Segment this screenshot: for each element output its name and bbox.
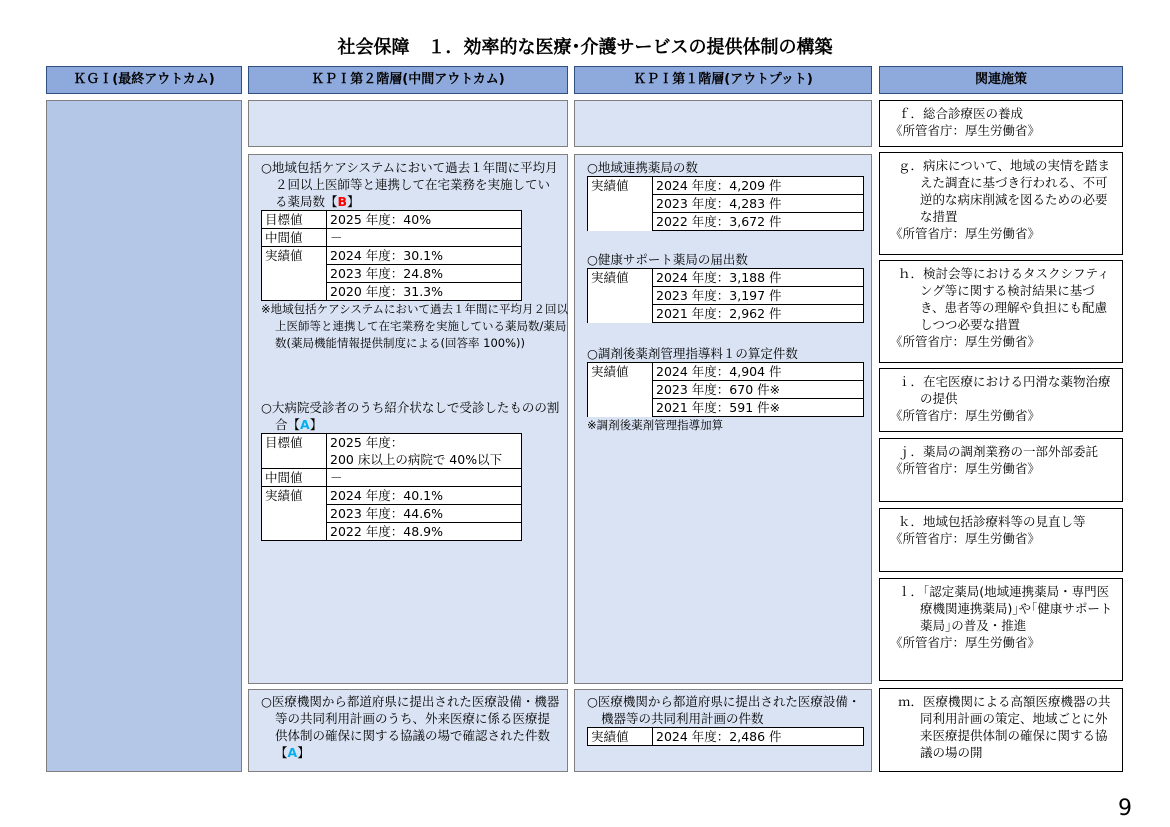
kpi1-item-health-support-pharmacies	[587, 251, 867, 323]
kpi-value-table: 実績値 2024 年度：3,188 件 2023 年度：3,197 件 2021 年度：2,962 件	[587, 268, 864, 323]
measure-k: ｋ．地域包括診療料等の見直し等 《所管省庁：厚生労働省》	[879, 508, 1123, 572]
kpi-heading: ○調剤後薬剤管理指導料１の算定件数	[587, 346, 798, 361]
kpi-heading: ○地域連携薬局の数	[587, 160, 698, 175]
kpi1-panel-middle	[574, 154, 872, 684]
measure-l: ｌ．｢認定薬局(地域連携薬局・専門医療機関連携薬局)｣や｢健康サポート薬局｣の普及・推進 《所管省庁：厚生労働省》	[879, 578, 1123, 681]
kpi-value-table: 目標値 2025 年度：40% 中間値 － 実績値 2024 年度：30.1% 2023 年度：24.8% 2020 年度：31.3%	[261, 210, 522, 301]
measure-f: ｆ．総合診療医の養成 《所管省庁：厚生労働省》	[879, 100, 1123, 147]
kpi-heading: ○地域包括ケアシステムにおいて過去１年間に平均月２回以上医師等と連携して在宅業務を実施している薬局数【B】	[261, 160, 558, 209]
kpi-heading: ○医療機関から都道府県に提出された医療設備・機器等の共同利用計画の件数	[587, 694, 861, 726]
page-title: 社会保障 １．効率的な医療･介護サービスの提供体制の構築	[337, 37, 833, 58]
kpi-note: ※地域包括ケアシステムにおいて過去１年間に平均月２回以上医師等と連携して在宅業務を実施している薬局数/薬局数(薬局機能情報提供制度による(回答率 100%))	[261, 302, 569, 350]
kpi2-item-home-care-pharmacies	[261, 159, 569, 352]
kpi-value-table: 実績値 2024 年度：4,904 件 2023 年度：670 件※ 2021 年度：591 件※	[587, 362, 864, 417]
page-number: 9	[1118, 796, 1132, 821]
kpi1-item-shared-equipment	[587, 693, 867, 746]
kpi-heading: ○健康サポート薬局の届出数	[587, 252, 748, 267]
header-kpi2: ＫＰＩ第２階層(中間アウトカム)	[248, 66, 568, 94]
kpi2-item-shared-equipment: ○医療機関から都道府県に提出された医療設備・機器等の共同利用計画のうち、外来医療に係る医療提供体制の確保に関する協議の場で確認された件数【A】	[261, 694, 560, 760]
grade-badge: B	[337, 194, 348, 209]
kpi-value-table: 実績値 2024 年度：4,209 件 2023 年度：4,283 件 2022 年度：3,672 件	[587, 176, 864, 231]
header-kpi1: ＫＰＩ第１階層(アウトプット)	[574, 66, 872, 94]
measure-g: ｇ．病床について、地域の実情を踏まえた調査に基づき行われる、不可逆的な病床削減を図るための必要な措置 《所管省庁：厚生労働省》	[879, 152, 1123, 255]
kpi-heading: ○大病院受診者のうち紹介状なしで受診したものの割合【A】	[261, 400, 560, 432]
kpi-value-table: 実績値 2024 年度：2,486 件	[587, 727, 864, 746]
kpi1-panel-top	[574, 100, 872, 147]
kpi1-item-regional-pharmacies	[587, 159, 867, 231]
kpi1-panel-bottom	[574, 689, 872, 772]
kpi-value-table: 目標値 2025 年度： 200 床以上の病院で 40%以下 中間値 － 実績値 2024 年度：40.1% 2023 年度：44.6% 2022 年度：48.9%	[261, 433, 522, 541]
measure-h: ｈ．検討会等におけるタスクシフティング等に関する検討結果に基づき、患者等の理解や負担にも配慮しつつ必要な措置 《所管省庁：厚生労働省》	[879, 260, 1123, 363]
measure-m: ｍ．医療機関による高額医療機器の共同利用計画の策定、地域ごとに外来医療提供体制の確保に関する協議の場の開	[879, 688, 1123, 772]
grade-badge: A	[300, 417, 310, 432]
measure-i: ｉ．在宅医療における円滑な薬物治療の提供 《所管省庁：厚生労働省》	[879, 368, 1123, 432]
kgi-column	[46, 100, 242, 772]
grade-badge: A	[287, 745, 298, 760]
header-kgi: ＫＧＩ(最終アウトカム)	[46, 66, 242, 94]
kpi-note: ※調剤後薬剤管理指導加算	[587, 418, 724, 432]
measure-j: ｊ．薬局の調剤業務の一部外部委託 《所管省庁：厚生労働省》	[879, 438, 1123, 502]
kpi2-panel-top	[248, 100, 568, 147]
kpi2-item-referral-rate	[261, 399, 561, 541]
kpi1-item-dispensing-guidance	[587, 345, 867, 434]
header-measures: 関連施策	[879, 66, 1123, 94]
kpi2-panel-middle	[248, 154, 568, 684]
kpi2-panel-bottom	[248, 689, 568, 772]
